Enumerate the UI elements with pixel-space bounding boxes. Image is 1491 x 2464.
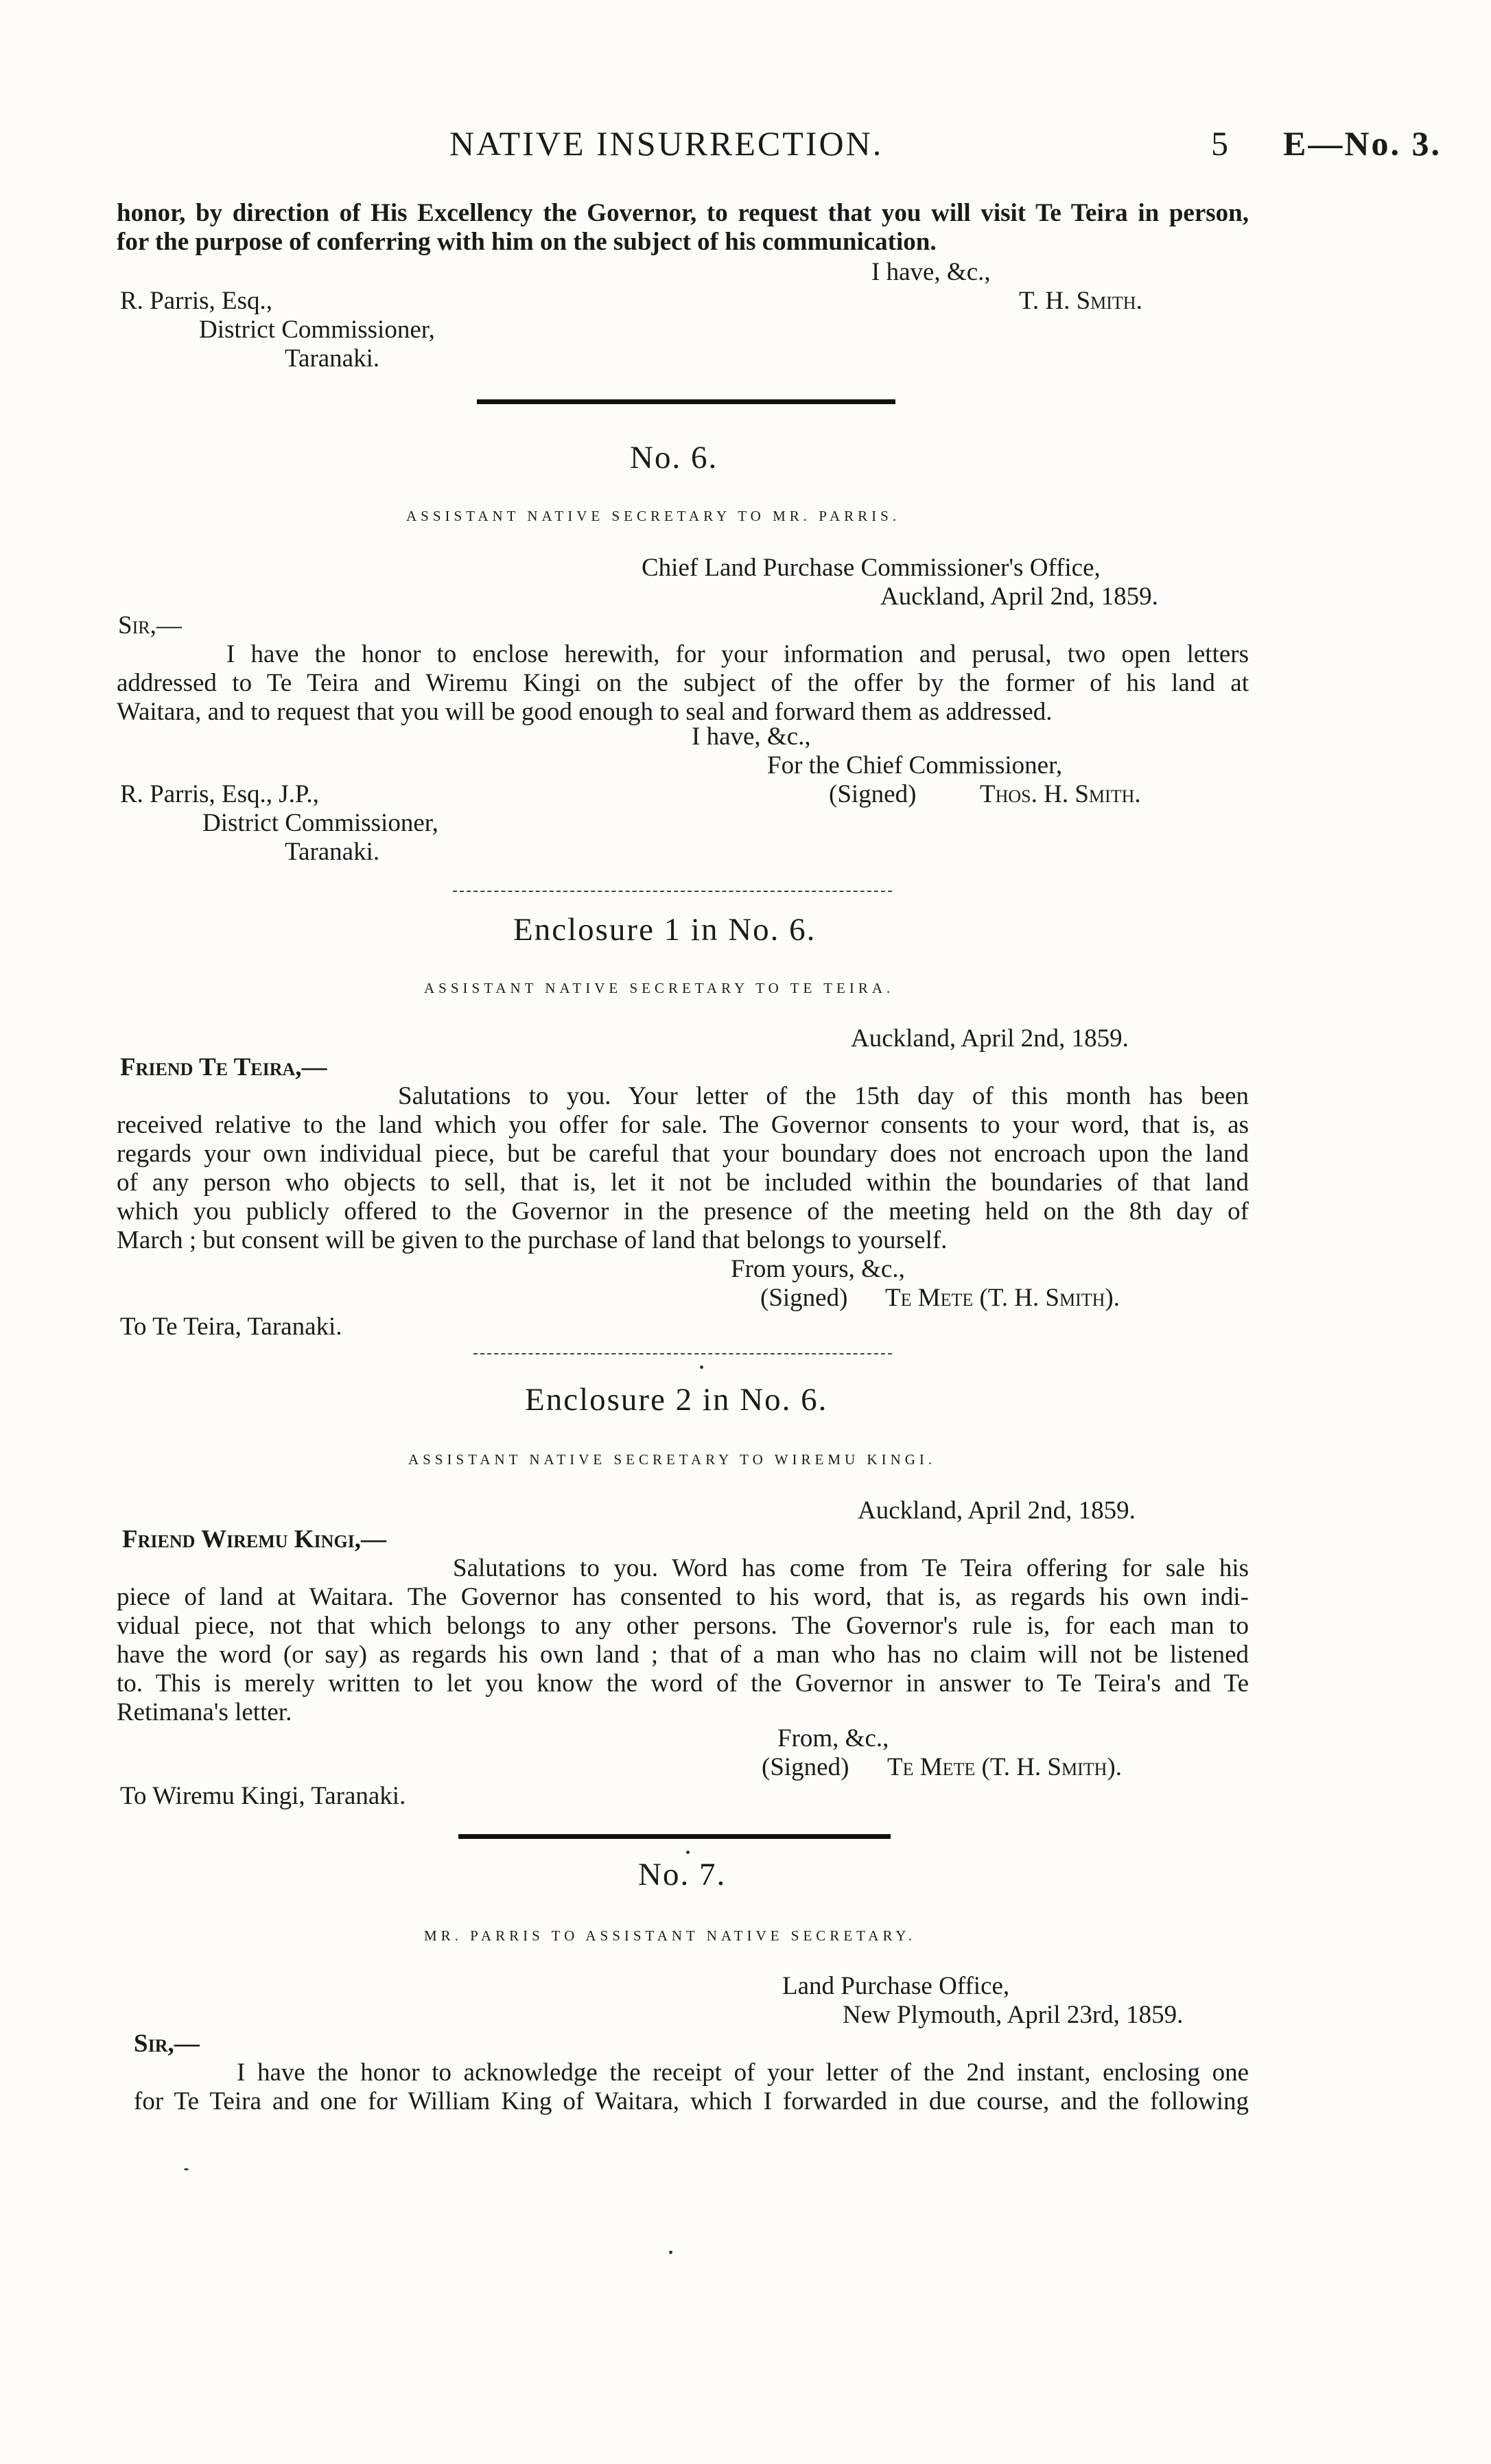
paragraph-line: Waitara, and to request that you will be good enough to seal and forward them as addressed. [117, 698, 1053, 726]
paragraph-line: addressed to Te Teira and Wiremu Kingi on the subject of the offer by the former of his land at [117, 669, 1249, 697]
section-divider [477, 399, 895, 404]
enclosure-title: Enclosure 2 in No. 6. [525, 1382, 828, 1418]
office-line: Chief Land Purchase Commissioner's Office, [642, 554, 1101, 582]
enclosure-divider [473, 1353, 892, 1354]
signature: Thos. H. Smith. [980, 780, 1141, 808]
paragraph-line: Salutations to you. Your letter of the 15th day of this month has been [398, 1082, 1249, 1110]
paragraph-line: have the word (or say) as regards his own land ; that of a man who has no claim will not be listened [117, 1641, 1249, 1669]
print-speck [686, 1851, 690, 1854]
addressee-line: R. Parris, Esq., J.P., [120, 780, 319, 808]
enclosure-caption: ASSISTANT NATIVE SECRETARY TO WIREMU KINGI. [408, 1451, 937, 1468]
enclosure-title: Enclosure 1 in No. 6. [513, 912, 817, 948]
letter-title: No. 7. [638, 1857, 727, 1892]
date-line: New Plymouth, April 23rd, 1859. [843, 2001, 1184, 2029]
signature: Te Mete (T. H. Smith). [885, 1284, 1120, 1312]
date-line: Auckland, April 2nd, 1859. [880, 583, 1158, 611]
signature: Te Mete (T. H. Smith). [887, 1753, 1123, 1781]
letter-body [134, 2058, 1249, 2116]
addressee-line: District Commissioner, [202, 809, 438, 837]
date-line: Auckland, April 2nd, 1859. [851, 1024, 1129, 1053]
addressee-line: District Commissioner, [199, 316, 435, 344]
salutation: Friend Te Teira,— [120, 1053, 327, 1081]
addressee-line: To Te Teira, Taranaki. [120, 1313, 342, 1341]
print-speck [700, 1365, 703, 1369]
closing: From, &c., [777, 1724, 889, 1752]
letter-title: No. 6. [630, 440, 718, 476]
continuation-paragraph [117, 199, 1249, 257]
paragraph-line: piece of land at Waitara. The Governor has consented to his word, that is, as regards his own indi- [117, 1583, 1249, 1611]
closing: I have, &c., [692, 723, 811, 751]
print-speck [184, 2168, 189, 2170]
paragraph-line: for Te Teira and one for William King of Waitara, which I forwarded in due course, and the following [134, 2087, 1249, 2115]
addressee-line: Taranaki. [285, 344, 380, 373]
letter-body [117, 640, 1249, 727]
addressee-line: Taranaki. [285, 838, 380, 866]
paragraph-line: to. This is merely written to let you know the word of the Governor in answer to Te Teira's and Te [117, 1669, 1249, 1698]
signed-label: (Signed) [760, 1284, 848, 1312]
paragraph-line: regards your own individual piece, but be careful that your boundary does not encroach upon the land [117, 1140, 1249, 1168]
salutation: Sir,— [134, 2030, 200, 2058]
paragraph-line: Salutations to you. Word has come from Te Teira offering for sale his [453, 1554, 1249, 1582]
date-line: Auckland, April 2nd, 1859. [858, 1497, 1136, 1525]
paragraph-line: vidual piece, not that which belongs to any other persons. The Governor's rule is, for each man to [117, 1612, 1249, 1640]
paragraph-line: received relative to the land which you offer for sale. The Governor consents to your word, that is, as [117, 1111, 1249, 1139]
signed-label: (Signed) [829, 780, 917, 808]
addressee-line: R. Parris, Esq., [120, 287, 272, 315]
letter-caption: ASSISTANT NATIVE SECRETARY TO MR. PARRIS. [406, 508, 901, 524]
paragraph-line: for the purpose of conferring with him on the subject of his communication. [117, 228, 937, 256]
paper-series: E—No. 3. [1283, 124, 1442, 163]
paragraph-line: Retimana's letter. [117, 1698, 292, 1726]
signature: T. H. Smith. [1019, 287, 1142, 315]
enclosure-caption: ASSISTANT NATIVE SECRETARY TO TE TEIRA. [424, 980, 895, 996]
letter-caption: MR. PARRIS TO ASSISTANT NATIVE SECRETARY. [424, 1927, 917, 1944]
print-speck [669, 2251, 672, 2254]
closing: I have, &c., [871, 258, 991, 286]
letter-body [117, 1554, 1249, 1727]
addressee-line: To Wiremu Kingi, Taranaki. [120, 1782, 406, 1810]
signed-label: (Signed) [762, 1753, 849, 1781]
letter-body [117, 1082, 1249, 1255]
paragraph-line: March ; but consent will be given to the purchase of land that belongs to yourself. [117, 1226, 948, 1254]
paragraph-line: which you publicly offered to the Governor in the presence of the meeting held on the 8th day of [117, 1197, 1249, 1225]
paragraph-line: I have the honor to acknowledge the receipt of your letter of the 2nd instant, enclosing one [237, 2058, 1249, 2087]
page-number: 5 [1211, 124, 1230, 163]
salutation: Friend Wiremu Kingi,— [122, 1525, 387, 1553]
paragraph-line: I have the honor to enclose herewith, for your information and perusal, two open letters [226, 640, 1249, 668]
office-line: Land Purchase Office, [782, 1972, 1010, 2000]
for-line: For the Chief Commissioner, [767, 751, 1063, 779]
section-divider [458, 1834, 891, 1839]
paragraph-line: honor, by direction of His Excellency the Governor, to request that you will visit Te Teira in person, [117, 199, 1249, 227]
closing: From yours, &c., [731, 1255, 905, 1283]
paragraph-line: of any person who objects to sell, that is, let it not be included within the boundaries of that land [117, 1169, 1249, 1197]
enclosure-divider [453, 891, 892, 892]
running-title: NATIVE INSURRECTION. [449, 124, 884, 163]
salutation: Sir,— [118, 611, 182, 640]
